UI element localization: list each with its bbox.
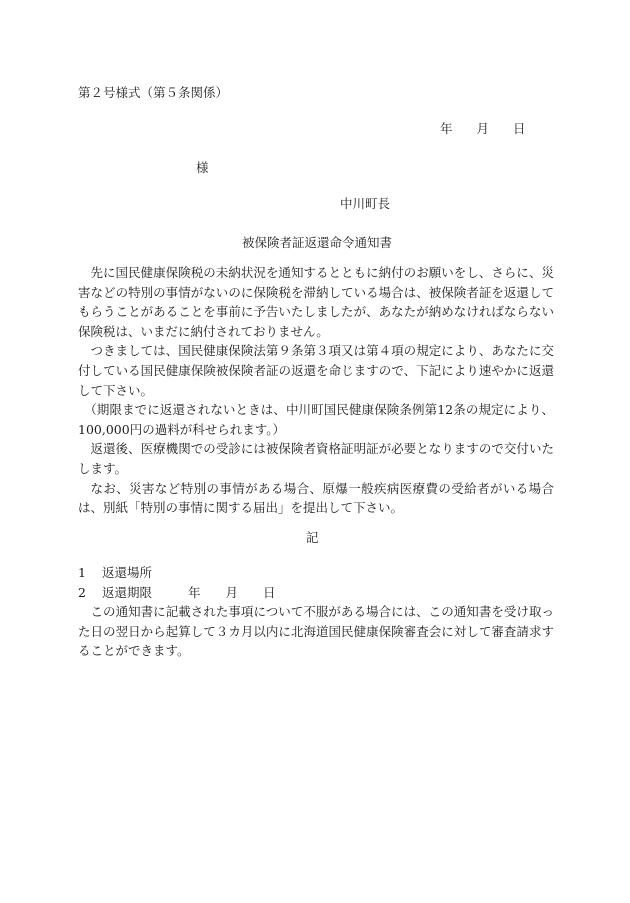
date-year-label: 年 — [440, 121, 453, 136]
detail-item-return-place — [78, 563, 554, 583]
return-details — [78, 563, 554, 661]
paragraph-penalty: （期限までに返還されないときは、中川町国民健康保険条例第12条の規定により、100,000円の過料が科せられます。） — [78, 402, 554, 437]
detail-item-return-deadline — [78, 583, 554, 603]
item-number: 1 — [78, 565, 86, 580]
paragraph-certificate-after-return: 返還後、医療機関での受診には被保険者資格証明証が必要となりますので交付いたします。 — [78, 441, 554, 476]
item-label: 返還場所 — [102, 565, 153, 580]
issue-date — [440, 119, 526, 137]
issuer-name: 中川町長 — [340, 196, 391, 211]
item-label: 返還期限 — [102, 584, 153, 600]
paragraph-special-circumstances: なお、災害など特別の事情がある場合、原爆一般疾病医療費の受給者がいる場合は、別紙「特別の事情に関する届出」を提出して下さい。 — [78, 480, 554, 516]
notice-body — [78, 263, 554, 518]
addressee-honorific: 様 — [196, 160, 209, 175]
ki-heading: 記 — [306, 530, 319, 545]
appeal-notice: この通知書に記載された事項について不服がある場合には、この通知書を受け取った日の翌日から起算して３カ月以内に北海道国民健康保険審査会に対して審査請求することができます。 — [78, 604, 554, 659]
form-identifier: 第２号様式（第５条関係） — [78, 85, 229, 100]
document-title: 被保険者証返還命令通知書 — [242, 235, 393, 250]
paragraph-overdue-notice: 先に国民健康保険税の未納状況を通知するとともに納付のお願いをし、さらに、災害などの特別の事情がないのに保険税を滞納している場合は、被保険者証を返還してもらうことがあることを事前に予告いたしましたが、あなたが納めなければならない保険税は、いまだに納付されておりません。 — [78, 265, 554, 339]
date-month-label: 月 — [476, 121, 490, 136]
item-number: 2 — [78, 584, 86, 600]
date-day-label: 日 — [513, 121, 526, 136]
deadline-date: 年 月 日 — [188, 584, 276, 600]
paragraph-return-order: つきましては、国民健康保険法第９条第３項又は第４項の規定により、あなたに交付している国民健康保険被保険者証の返還を命じますので、下記により速やかに返還して下さい。 — [78, 343, 554, 398]
